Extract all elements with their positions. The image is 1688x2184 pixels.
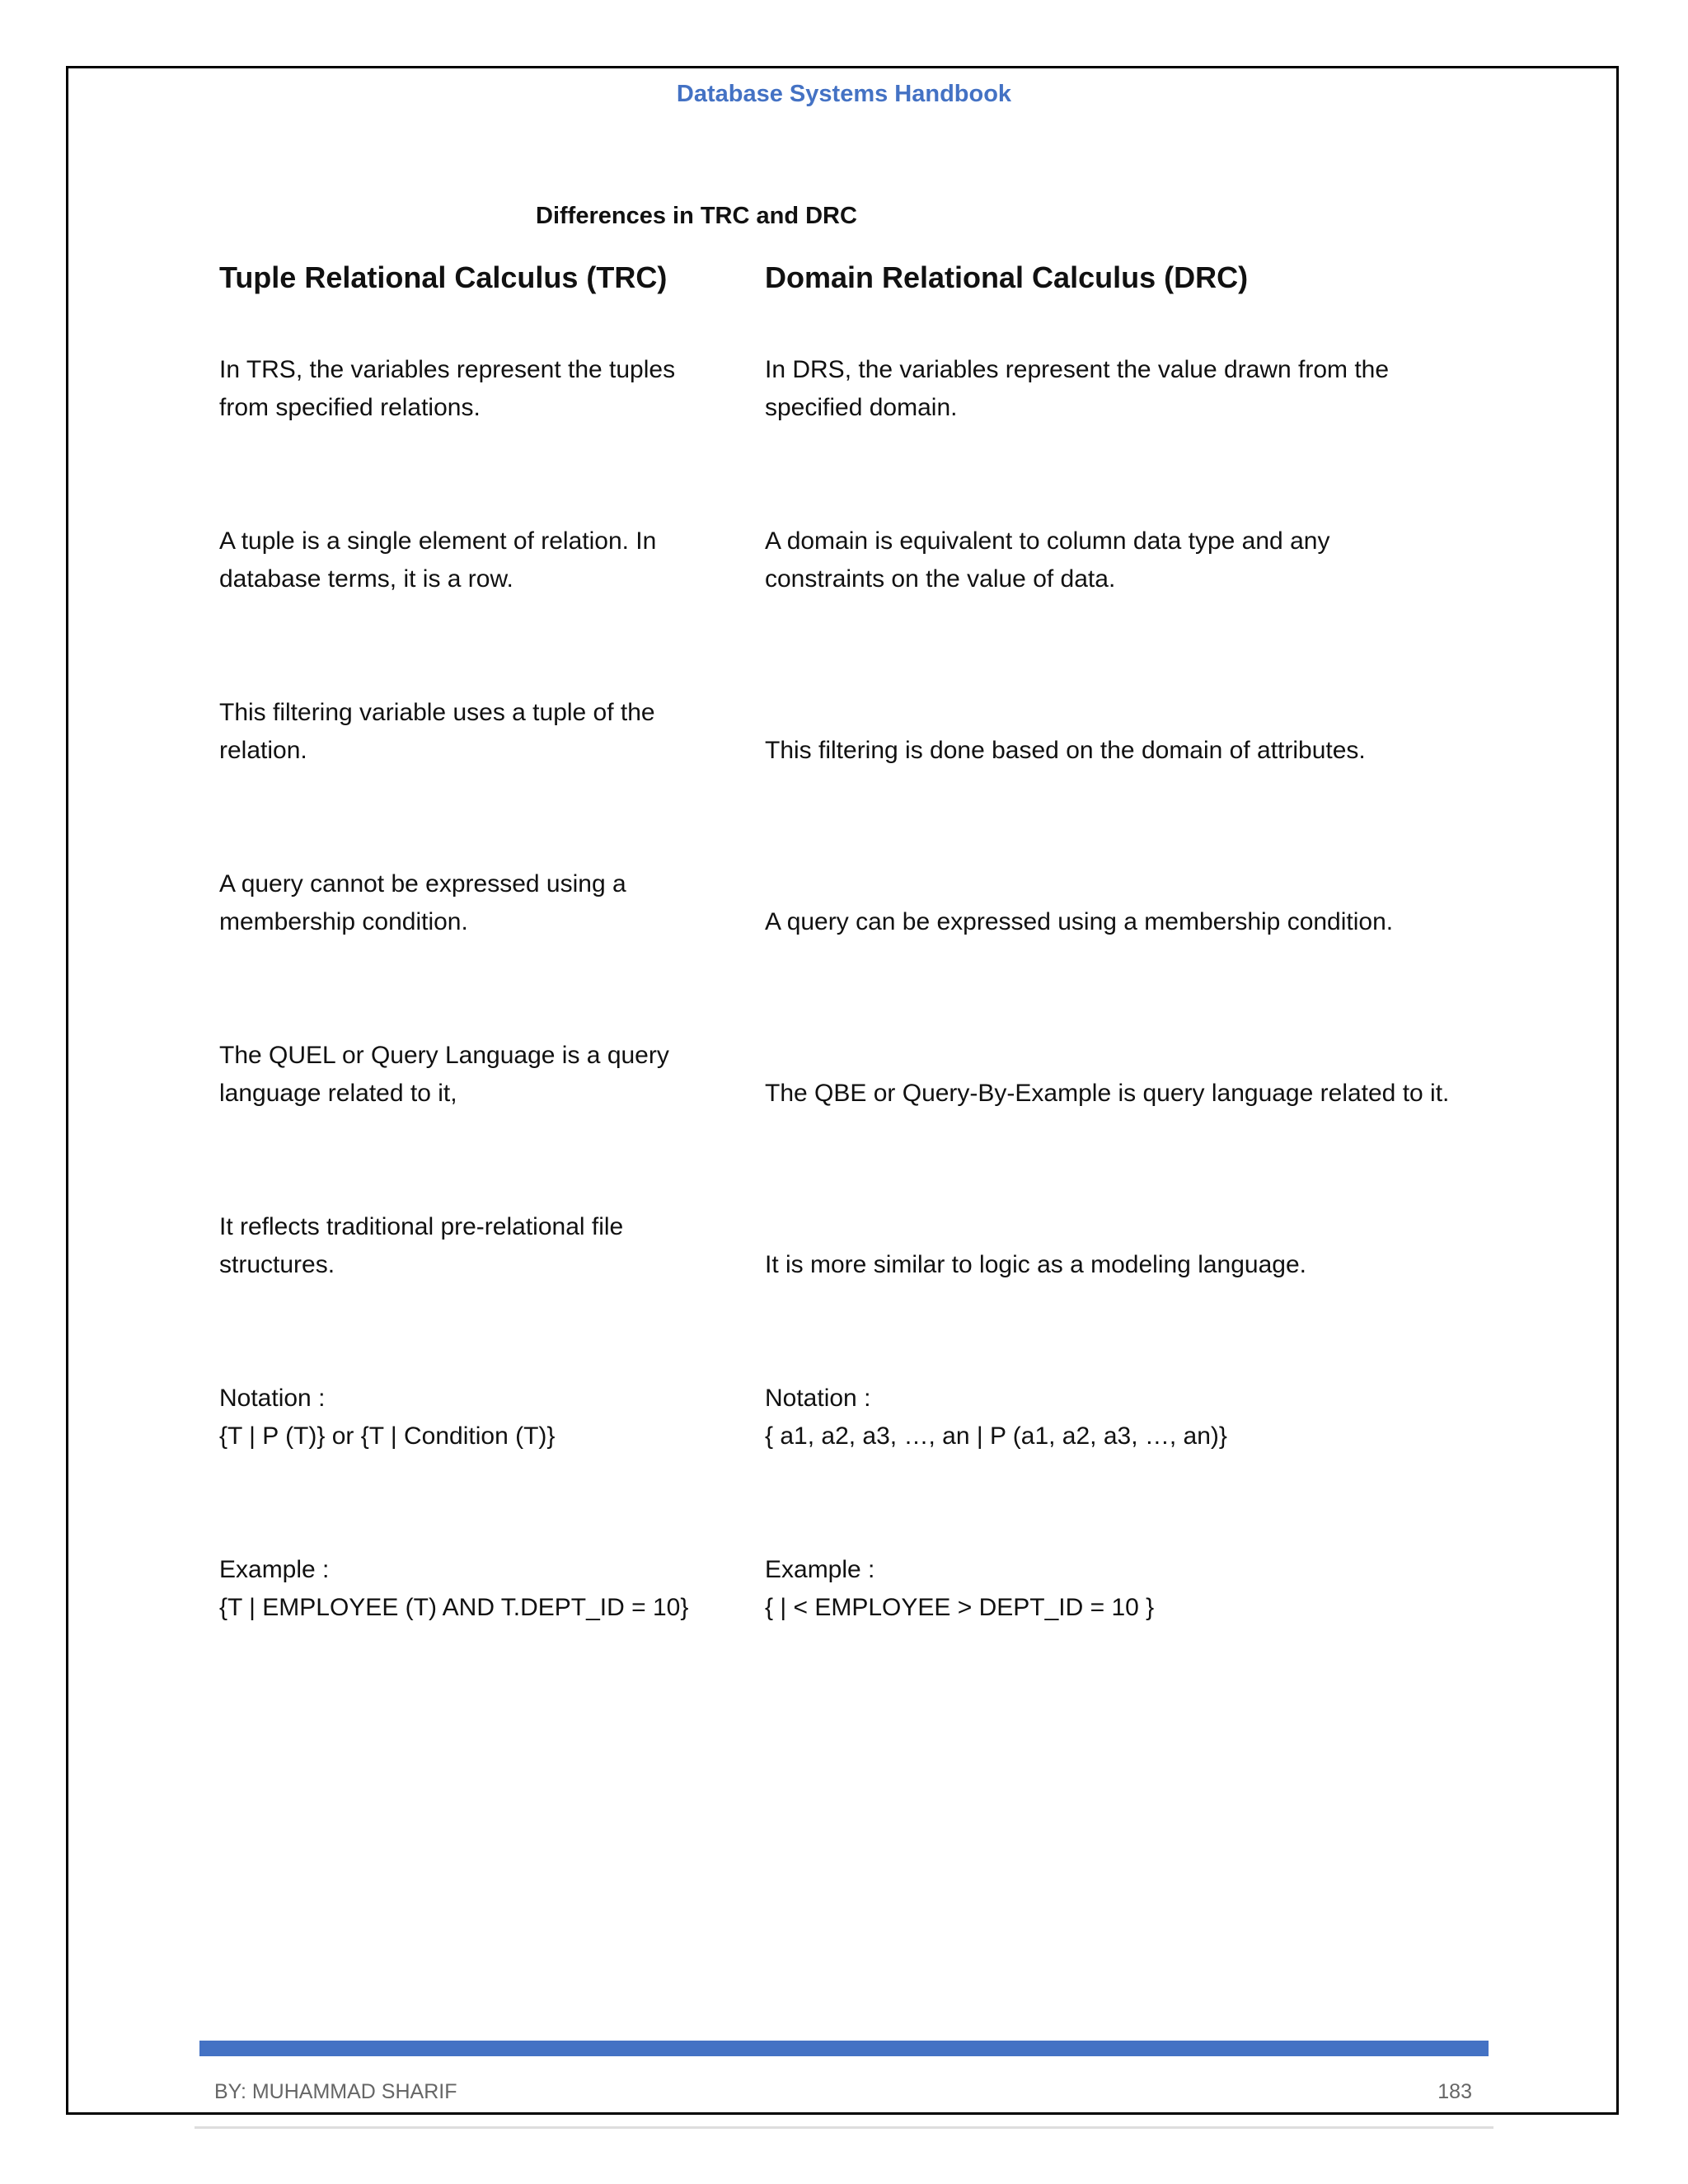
drc-cell <box>765 1551 1505 1627</box>
trc-cell <box>219 1551 765 1627</box>
trc-cell <box>219 865 765 941</box>
drc-text-line: The QBE or Query-By-Example is query language related to it. <box>765 1080 1450 1107</box>
comparison-grid <box>219 351 1505 1627</box>
drc-cell <box>765 1246 1505 1284</box>
trc-text-line: Notation : <box>219 1385 326 1412</box>
drc-text-line: Example : <box>765 1556 875 1583</box>
drc-cell <box>765 1075 1505 1113</box>
drc-cell <box>765 523 1505 598</box>
trc-text-line: In TRS, the variables represent the tuples <box>219 356 676 383</box>
page-number: 183 <box>1437 2080 1472 2103</box>
trc-cell <box>219 351 765 427</box>
drc-text-line: This filtering is done based on the domain of attributes. <box>765 737 1366 764</box>
drc-text-line: Notation : <box>765 1385 871 1412</box>
trc-text-line: structures. <box>219 1251 335 1278</box>
drc-text-line: { | < EMPLOYEE > DEPT_ID = 10 } <box>765 1594 1155 1621</box>
footer-author: BY: MUHAMMAD SHARIF <box>214 2080 457 2103</box>
trc-cell <box>219 523 765 598</box>
trc-text-line: relation. <box>219 737 307 764</box>
header-title: Database Systems Handbook <box>676 81 1012 107</box>
trc-text-line: The QUEL or Query Language is a query <box>219 1042 669 1069</box>
trc-text-line: Example : <box>219 1556 330 1583</box>
drc-text-line: It is more similar to logic as a modeling language. <box>765 1251 1306 1278</box>
trc-cell <box>219 1380 765 1455</box>
drc-cell <box>765 732 1505 770</box>
footer-bar <box>199 2041 1489 2056</box>
trc-text-line: language related to it, <box>219 1080 457 1107</box>
trc-text-line: A tuple is a single element of relation. In <box>219 527 657 555</box>
trc-text-line: database terms, it is a row. <box>219 565 513 593</box>
drc-text-line: constraints on the value of data. <box>765 565 1116 593</box>
trc-text-line: from specified relations. <box>219 394 481 421</box>
trc-text-line: This filtering variable uses a tuple of the <box>219 699 655 726</box>
trc-cell <box>219 694 765 770</box>
drc-cell <box>765 351 1505 427</box>
drc-text-line: { a1, a2, a3, …, an | P (a1, a2, a3, …, an)} <box>765 1422 1227 1450</box>
drc-text-line: In DRS, the variables represent the value drawn from the <box>765 356 1390 383</box>
trc-cell <box>219 1037 765 1113</box>
trc-text-line: {T | P (T)} or {T | Condition (T)} <box>219 1422 556 1450</box>
trc-heading: Tuple Relational Calculus (TRC) <box>219 260 668 294</box>
section-title: Differences in TRC and DRC <box>536 203 857 229</box>
drc-text-line: specified domain. <box>765 394 958 421</box>
drc-cell <box>765 1380 1505 1455</box>
trc-text-line: A query cannot be expressed using a <box>219 870 626 898</box>
drc-heading: Domain Relational Calculus (DRC) <box>765 260 1249 294</box>
trc-text-line: membership condition. <box>219 908 468 935</box>
trc-text-line: It reflects traditional pre-relational file <box>219 1213 624 1240</box>
drc-text-line: A query can be expressed using a membership condition. <box>765 908 1394 935</box>
trc-cell <box>219 1208 765 1284</box>
trc-text-line: {T | EMPLOYEE (T) AND T.DEPT_ID = 10} <box>219 1594 689 1621</box>
drc-cell <box>765 903 1505 941</box>
drc-text-line: A domain is equivalent to column data type and any <box>765 527 1330 555</box>
divider <box>195 2126 1493 2129</box>
